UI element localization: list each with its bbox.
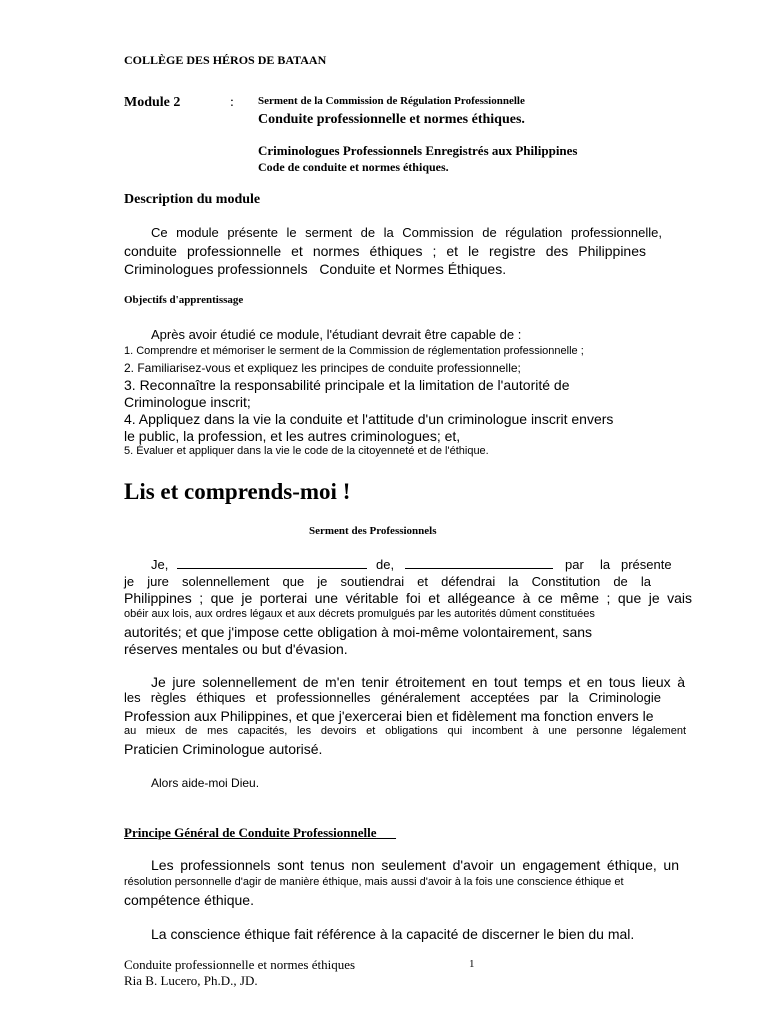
oath-la: la	[600, 557, 611, 572]
oath-de: de,	[376, 557, 395, 572]
objective-4-cont: le public, la profession, et les autres criminologues; et,	[124, 428, 461, 444]
module-subtitle: Serment de la Commission de Régulation Professionnelle	[258, 95, 525, 107]
objective-4: 4. Appliquez dans la vie la conduite et l'attitude d'un criminologue inscrit envers	[124, 411, 614, 427]
module-subtitle-3: Code de conduite et normes éthiques.	[258, 160, 449, 174]
principle-p2: La conscience éthique fait référence à la capacité de discerner le bien du mal.	[151, 926, 635, 942]
name-blank[interactable]	[177, 557, 367, 569]
objective-3-cont: Criminologue inscrit;	[124, 394, 251, 410]
objectives-heading: Objectifs d'apprentissage	[124, 294, 244, 306]
oath-p1-line-5: réserves mentales ou but d'évasion.	[124, 641, 348, 657]
module-colon: :	[230, 95, 234, 110]
oath-p1-line-2: Philippines ; que je porterai une véritable foi et allégeance à ce même ; que je vais	[124, 590, 692, 606]
oath-p2-line-1: Je jure solennellement de m'en tenir étroitement en tout temps et en tous lieux à	[151, 674, 685, 690]
module-title: Conduite professionnelle et normes éthiques.	[258, 112, 525, 127]
principle-heading	[124, 825, 396, 841]
objective-5: 5. Évaluer et appliquer dans la vie le code de la citoyenneté et de l'éthique.	[124, 445, 489, 457]
description-line-3: Criminologues professionnels Conduite et Normes Éthiques.	[124, 261, 507, 277]
oath-p1-line-1: je jure solennellement que je soutiendrai et défendrai la Constitution de la	[124, 574, 651, 589]
footer-course: Conduite professionnelle et normes éthiques	[124, 957, 356, 972]
oath-p2-line-5: Praticien Criminologue autorisé.	[124, 741, 323, 757]
principle-p1-line-3: compétence éthique.	[124, 892, 254, 908]
oath-p2-line-3: Profession aux Philippines, et que j'exercerai bien et fidèlement ma fonction envers le	[124, 708, 654, 724]
principle-heading-text: Principe Général de Conduite Professionnelle	[124, 825, 377, 840]
oath-presente: présente	[621, 557, 672, 572]
module-label: Module 2	[124, 95, 181, 110]
objective-1: 1. Comprendre et mémoriser le serment de la Commission de réglementation professionnelle ;	[124, 345, 584, 357]
oath-closing: Alors aide-moi Dieu.	[151, 776, 260, 790]
oath-p1-line-3: obéir aux lois, aux ordres légaux et aux décrets promulgués par les autorités dûment constituées	[124, 608, 595, 620]
description-line-1: Ce module présente le serment de la Commission de régulation professionnelle,	[151, 225, 662, 240]
footer-author: Ria B. Lucero, Ph.D., JD.	[124, 973, 258, 988]
heading-underline-tail	[377, 825, 397, 840]
oath-title: Serment des Professionnels	[309, 525, 437, 537]
place-blank[interactable]	[405, 557, 553, 569]
oath-p2-line-4: au mieux de mes capacités, les devoirs et obligations qui incombent à une personne légalement	[124, 725, 686, 737]
principle-p1-line-1: Les professionnels sont tenus non seulement d'avoir un engagement éthique, un	[151, 857, 679, 873]
oath-first-line	[124, 557, 672, 573]
read-heading: Lis et comprends-moi !	[124, 479, 351, 504]
page-number: 1	[469, 958, 475, 970]
objectives-intro: Après avoir étudié ce module, l'étudiant devrait être capable de :	[151, 327, 522, 342]
oath-p1-line-4: autorités; et que j'impose cette obligation à moi-même volontairement, sans	[124, 624, 593, 640]
oath-je: Je,	[151, 557, 169, 572]
objective-2: 2. Familiarisez-vous et expliquez les principes de conduite professionnelle;	[124, 361, 521, 375]
objective-3: 3. Reconnaître la responsabilité principale et la limitation de l'autorité de	[124, 377, 570, 393]
module-subtitle-2: Criminologues Professionnels Enregistrés aux Philippines	[258, 143, 578, 158]
principle-p1-line-2: résolution personnelle d'agir de manière éthique, mais aussi d'avoir à la fois une conscience éthique et	[124, 876, 624, 888]
oath-p2-line-2: les règles éthiques et professionnelles généralement acceptées par la Criminologie	[124, 690, 661, 705]
oath-par: par	[565, 557, 584, 572]
college-name: COLLÈGE DES HÉROS DE BATAAN	[124, 53, 327, 67]
description-line-2: conduite professionnelle et normes éthiques ; et le registre des Philippines	[124, 243, 646, 259]
description-heading: Description du module	[124, 192, 261, 207]
